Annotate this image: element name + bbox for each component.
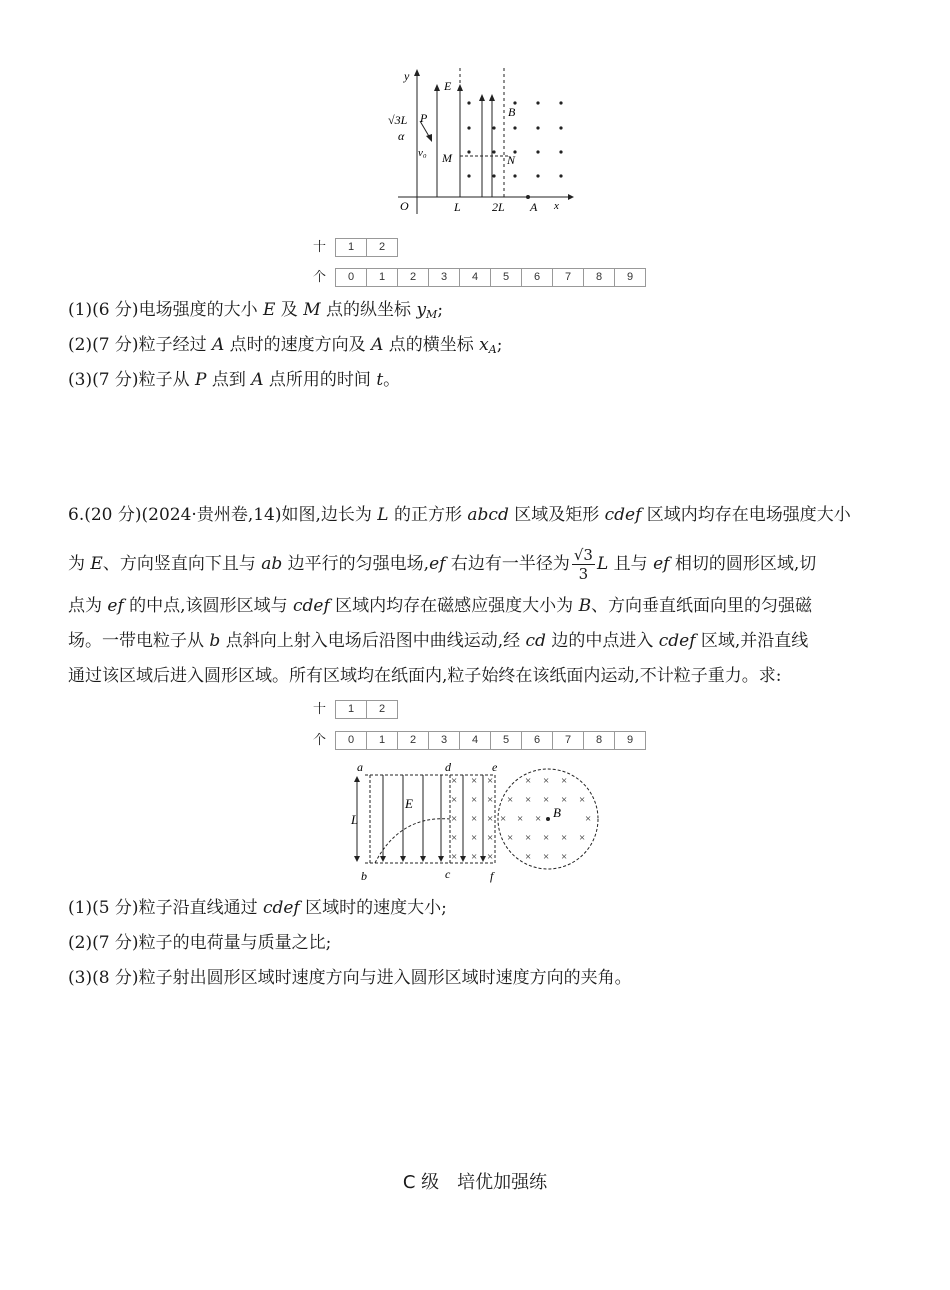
grid-cell: 3 [428,268,459,287]
grid-cell: 3 [428,731,459,750]
label-v0: v₀ [418,147,427,159]
grid-cell: 5 [490,731,521,750]
svg-text:×: × [471,775,478,787]
label-M: M [442,151,452,165]
label-y: y [404,69,410,83]
grid-1-tens-row [313,238,398,257]
svg-text:×: × [543,851,550,863]
label-b: b [361,869,367,883]
grid-2-ones-row [313,731,646,750]
svg-text:×: × [507,832,514,844]
svg-text:×: × [561,851,568,863]
grid-cell: 5 [490,268,521,287]
grid-ones-label: 个 [313,732,327,747]
svg-text:×: × [471,832,478,844]
label-P: P [420,111,428,125]
svg-text:×: × [487,794,494,806]
label-d: d [445,760,451,774]
svg-text:×: × [451,794,458,806]
label-x: x [554,200,559,212]
label-E: E [444,79,452,93]
label-B: B [553,805,561,820]
svg-text:×: × [471,813,478,825]
label-O: O [400,199,409,213]
label-2L: 2L [492,200,505,214]
grid-cell: 7 [552,268,583,287]
svg-text:×: × [487,813,494,825]
svg-text:×: × [579,832,586,844]
figure-2-field-diagram [345,760,605,885]
svg-text:×: × [487,775,494,787]
grid-cell: 1 [366,731,397,750]
svg-text:×: × [561,794,568,806]
q6-subquestion-2: (2)(7 分)粒子的电荷量与质量之比; [68,933,332,953]
grid-cell: 2 [366,238,398,257]
svg-text:×: × [451,775,458,787]
label-L: L [351,812,359,827]
label-e: e [492,760,498,774]
label-alpha: α [398,129,405,143]
grid-cell: 1 [366,268,397,287]
grid-cell: 9 [614,731,646,750]
grid-cell: 8 [583,268,614,287]
q6-stem-line-3: 点为 ef 的中点,该圆形区域与 cdef 区域内均存在磁感应强度大小为 B、方向垂直纸面向里的匀强磁 [68,596,813,616]
label-sqrt3L: √3L [388,113,408,127]
svg-text:×: × [561,775,568,787]
label-E: E [405,796,413,811]
svg-text:×: × [585,813,592,825]
grid-cell: 1 [335,700,366,719]
svg-text:×: × [487,851,494,863]
svg-text:×: × [451,832,458,844]
grid-cell: 4 [459,268,490,287]
grid-1-ones-row [313,268,646,287]
grid-cell: 0 [335,268,366,287]
svg-text:×: × [525,832,532,844]
grid-2-tens-row [313,700,398,719]
grid-tens-label: 十 [313,239,327,254]
label-B: B [508,105,516,119]
svg-text:×: × [471,851,478,863]
q6-stem-line-5: 通过该区域后进入圆形区域。所有区域均在纸面内,粒子始终在该纸面内运动,不计粒子重力。求: [68,666,782,686]
label-N: N [507,153,516,167]
grid-cell: 2 [366,700,398,719]
label-L: L [454,200,461,214]
svg-text:×: × [579,794,586,806]
figure-1-field-diagram [380,66,580,216]
grid-cell: 6 [521,268,552,287]
section-title: C 级 培优加强练 [402,1172,548,1193]
grid-cell: 8 [583,731,614,750]
grid-tens-label: 十 [313,701,327,716]
svg-text:×: × [507,794,514,806]
svg-text:×: × [561,832,568,844]
q6-stem-line-4: 场。一带电粒子从 b 点斜向上射入电场后沿图中曲线运动,经 cd 边的中点进入 cdef 区域,并沿直线 [68,631,809,651]
q5-subquestion-3: (3)(7 分)粒子从 P 点到 A 点所用的时间 t。 [68,370,401,390]
svg-text:×: × [451,851,458,863]
q5-subquestion-2: (2)(7 分)粒子经过 A 点时的速度方向及 A 点的横坐标 $x_A$; [68,335,503,356]
svg-text:×: × [517,813,524,825]
q6-stem-line-1: 6.(20 分)(2024·贵州卷,14)如图,边长为 L 的正方形 abcd 区域及矩形 cdef 区域内均存在电场强度大小 [68,505,851,525]
q6-stem-line-2: 为 E、方向竖直向下且与 ab 边平行的匀强电场,ef 右边有一半径为 $\frac{√3}{3}$ L 且与 ef 相切的圆形区域,切 [68,546,817,583]
grid-cell: 1 [335,238,366,257]
grid-cell: 0 [335,731,366,750]
svg-text:×: × [543,794,550,806]
svg-text:×: × [543,832,550,844]
svg-text:×: × [543,775,550,787]
q6-subquestion-1: (1)(5 分)粒子沿直线通过 cdef 区域时的速度大小; [68,898,447,918]
grid-ones-label: 个 [313,269,327,284]
svg-text:×: × [525,851,532,863]
grid-cell: 9 [614,268,646,287]
label-f: f [490,869,494,883]
grid-cell: 6 [521,731,552,750]
label-a: a [357,760,363,774]
label-A: A [530,200,538,214]
q6-subquestion-3: (3)(8 分)粒子射出圆形区域时速度方向与进入圆形区域时速度方向的夹角。 [68,968,632,988]
svg-text:×: × [471,794,478,806]
q5-subquestion-1: (1)(6 分)电场强度的大小 E 及 M 点的纵坐标 $y_M$; [68,300,444,321]
fraction-sqrt3-over-3: $\frac{√3}{3}$ [573,546,593,583]
grid-cell: 4 [459,731,490,750]
svg-text:×: × [525,775,532,787]
svg-text:×: × [535,813,542,825]
grid-cell: 7 [552,731,583,750]
svg-text:×: × [487,832,494,844]
grid-cell: 2 [397,268,428,287]
label-c: c [445,867,451,881]
svg-text:×: × [500,813,507,825]
grid-cell: 2 [397,731,428,750]
svg-text:×: × [451,813,458,825]
svg-text:×: × [525,794,532,806]
